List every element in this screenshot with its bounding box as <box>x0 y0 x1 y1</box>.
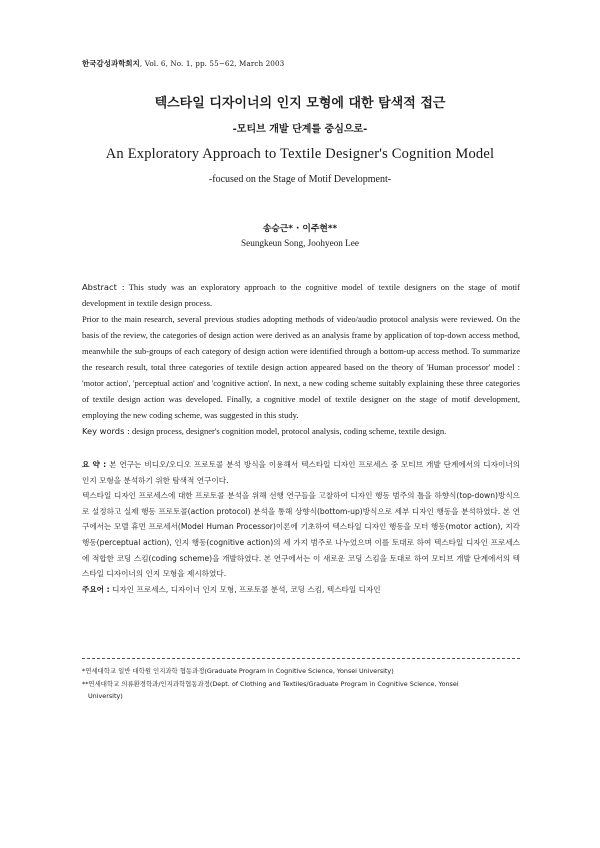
footnotes <box>82 666 520 704</box>
footnote-2: **연세대학교 의류환경학과/인지과학협동과정(Dept. of Clothing and Textiles/Graduate Program in Cognitive Science, Yonsei <box>82 679 459 688</box>
korean-abstract-label: 요 약 : <box>82 460 107 469</box>
authors-english: Seungkeun Song, Joohyeon Lee <box>241 238 359 248</box>
abstract-text-1: This study was an exploratory approach to the cognitive model of textile designers on the stage of motif development in textile design process. <box>82 282 520 308</box>
keywords-korean <box>82 582 520 598</box>
abstract-english <box>82 279 520 439</box>
title-english: An Exploratory Approach to Textile Designer's Cognition Model <box>105 146 495 162</box>
keywords-text: design process, designer's cognition model, protocol analysis, coding scheme, textile design. <box>129 426 447 436</box>
abstract-korean <box>82 457 520 597</box>
keywords-english <box>82 423 520 439</box>
footnote-2-continued: University) <box>88 692 123 700</box>
subtitle-english: -focused on the Stage of Motif Development- <box>208 174 392 185</box>
abstract-paragraph-2: Prior to the main research, several previous studies adopting methods of video/audio protocol analysis were reviewed. On the basis of the review, the categories of design action were derived as an analysis frame by application of top-down access method, meanwhile the sub-groups of each category of design action were identified through a bottom-up access method. To summarize the research result, total three categories of textile design action appeared based on the theory of 'Human processor' model : 'motor action', 'perceptual action' and 'cognitive action'. In next, a new coding scheme suitably explaining these three categories of textile design action was developed. Finally, a cognitive model of textile designer on the stage of motif development, employing the new coding scheme, was suggested in this study. <box>82 314 520 420</box>
title-korean: 텍스타일 디자이너의 인지 모형에 대한 탐색적 접근 <box>154 96 446 111</box>
korean-keywords-text: 디자인 프로세스, 디자이너 인지 모형, 프로토콜 분석, 코딩 스킴, 텍스타일 디자인 <box>109 584 381 594</box>
keywords-label: Key words : <box>82 426 130 436</box>
korean-text-1: 본 연구는 비디오/오디오 프로토콜 분석 방식을 이용해서 텍스타일 디자인 프로세스 중 모티브 개발 단계에서의 디자이너의 인지 모형을 분석하기 위한 탐색적 연구이다. <box>82 460 520 485</box>
authors-korean: 송승근* · 이주현** <box>262 224 338 234</box>
journal-details: , Vol. 6, No. 1, pp. 55−62, March 2003 <box>139 59 285 68</box>
footnote-divider <box>82 658 520 659</box>
abstract-paragraph-1 <box>82 279 520 311</box>
korean-paragraph-1 <box>82 457 520 488</box>
abstract-label: Abstract : <box>82 282 125 292</box>
journal-name: 한국감성과학회지 <box>82 59 140 68</box>
korean-keywords-label: 주요어 : <box>82 584 110 594</box>
footnote-1: *연세대학교 일반 대학원 인지과학 협동과정(Graduate Program in Cognitive Science, Yonsei University) <box>82 667 394 675</box>
korean-paragraph-2: 텍스타일 디자인 프로세스에 대한 프로토콜 분석을 위해 선행 연구들을 고찰하여 디자인 행동 범주의 틀을 하향식(top-down)방식으로 설정하고 실제 행동 프로토콜(action protocol) 분석을 통해 상향식(bottom-up)방식으로 세부 디자인 행동을 분석하였다. 본 연구에서는 모델 휴먼 프로세서(Model Human Processor)이론에 기초하여 텍스타일 디자인 행동을 모터 행동(motor action), 지각 행동(perceptual action), 인지 행동(cognitive action)의 세 가지 범주로 나누었으며 이를 토대로 하여 텍스타일 디자인 프로세스에 적합한 코딩 스킴(coding scheme)을 개발하였다. 본 연구에서는 이 새로운 코딩 스킴을 토대로 하여 모티브 개발 단계에서의 텍스타일 디자이너의 인지 모형을 제시하였다. <box>82 491 520 579</box>
journal-citation <box>82 58 284 69</box>
subtitle-korean: -모티브 개발 단계를 중심으로- <box>232 124 368 135</box>
